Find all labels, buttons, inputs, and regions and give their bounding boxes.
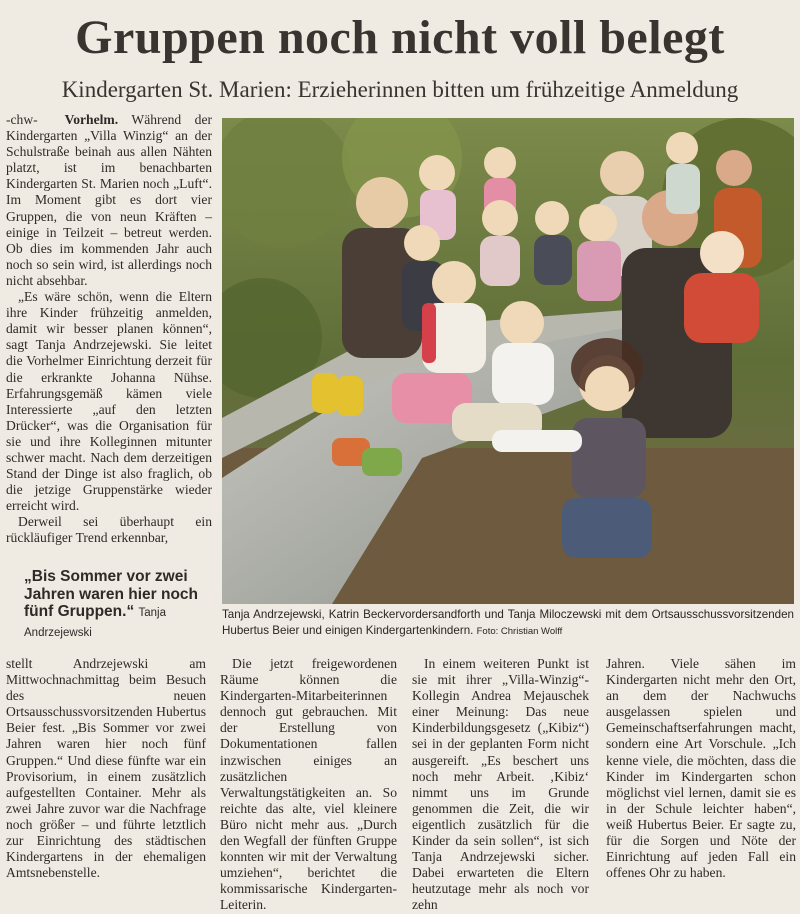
paragraph: Die jetzt freigewordenen Räume können die Kindergarten-Mitarbeiterinnen dennoch gut gebrauchen. Mit der Erstellung von Dokumentationen fallen inzwischen einiges an zusätzlichen Verwaltungstätigkeiten an. So reichte das alte, viel kleinere Büro nicht mehr aus. „Durch den Wegfall der fünften Gruppe konnten wir mit der Verwaltung umziehen“, berichtet die kommissarische Kindergarten-Leiterin. [220, 656, 397, 913]
photo-credit: Foto: Christian Wolff [476, 625, 563, 637]
article-column-3 [220, 656, 397, 914]
article-column-2 [6, 656, 206, 881]
paragraph-2: „Es wäre schön, wenn die Eltern ihre Kinder frühzeitig anmelden, damit wir besser planen können“, sagt Tanja Andrzejewski. Sie leitet die Vorhelmer Einrichtung derzeit für die erkrankte Johanna Nühse. Erfahrungsgemäß kämen viele Interessierte „auf den letzten Drücker“, was die Organisation für sie und ihre Kolleginnen mitunter schwer macht. Nach dem derzeitigen Stand der Dinge ist also fraglich, ob die jetzige Gruppenstärke wieder erreicht wird. [6, 289, 212, 514]
article-column-5 [606, 656, 796, 881]
dateline: Vorhelm. [64, 112, 119, 127]
subheadline: Kindergarten St. Marien: Erzieherinnen bitten um frühzeitige Anmeldung [61, 77, 739, 102]
paragraph: In einem weiteren Punkt ist sie mit ihrer „Villa-Winzig“-Kollegin Andrea Mejauschek einer Meinung: Das neue Kinderbildungsgesetz („Kibiz“) sei in der geplanten Form nicht ausgereift. „Es beschert uns noch mehr Arbeit. ‚Kibiz‘ nimmt uns im Grunde genommen die Zeit, die wir eigentlich zusätzlich für die Kinder da sein sollen“, ist sich Tanja Andrzejewski sicher. Dabei erwarteten die Eltern heutzutage mehr als noch vor zehn [412, 656, 589, 913]
pull-quote [24, 568, 212, 642]
pull-quote-text: „Bis Sommer vor zwei Jahren waren hier noch fünf Gruppen.“ [24, 568, 198, 620]
paragraph: stellt Andrzejewski am Mittwochnachmittag beim Besuch des neuen Ortsausschussvorsitzenden Hubertus Beier fest. „Bis Sommer vor zwei Jahren waren hier noch fünf Gruppen.“ Und diese fünfte war ein Provisorium, in einem zusätzlich aufgestellten Container. Mehr als zwei Jahre zuvor war die Nachfrage noch größer – und führte letztlich zur Einrichtung des städtischen Kindergartens in der ehemaligen Amtsnebenstelle. [6, 656, 206, 881]
paragraph-3: Derweil sei überhaupt ein rückläufiger Trend erkennbar, [6, 514, 212, 546]
paragraph-1-text: Während der Kindergarten „Villa Winzig“ an der Schulstraße beinah aus allen Nähten platzt, ist im benachbarten Kindergarten St. Marien noch „Luft“. Im Moment gibt es dort vier Gruppen, die von neun Kräften – einige in Teilzeit – betreut werden. Ob dies im kommenden Jahr auch noch so sein wird, ist allerdings noch nicht absehbar. [6, 112, 213, 288]
photo-caption [222, 607, 794, 639]
group-photo [222, 118, 794, 604]
article-column-1 [6, 112, 212, 547]
paragraph: Jahren. Viele sähen im Kindergarten nicht mehr den Ort, an dem der Nachwuchs ausgelassen spielen und Gemeinschaftserfahrungen macht, sondern eine Art Vorschule. „Ich kenne viele, die möchten, dass die Kinder im Kindergarten schon möglichst viel lernen, damit sie es in der Schule leichter haben“, weiß Hubertus Beier. Er sagte zu, für die Sorgen und Nöte der Einrichtung auf jeden Fall ein offenes Ohr zu haben. [606, 656, 796, 881]
caption-text: Tanja Andrzejewski, Katrin Beckervordersandforth und Tanja Miloczewski mit dem Ortsausschussvorsitzenden Hubertus Beier und einigen Kindergartenkindern. [222, 608, 794, 637]
photo-illustration [222, 118, 794, 604]
pull-quote-attribution: Tanja Andrzejewski [24, 607, 167, 639]
byline: -chw- [6, 112, 38, 127]
headline: Gruppen noch nicht voll belegt [75, 11, 725, 64]
paragraph-1 [6, 112, 212, 289]
article-column-4 [412, 656, 589, 914]
